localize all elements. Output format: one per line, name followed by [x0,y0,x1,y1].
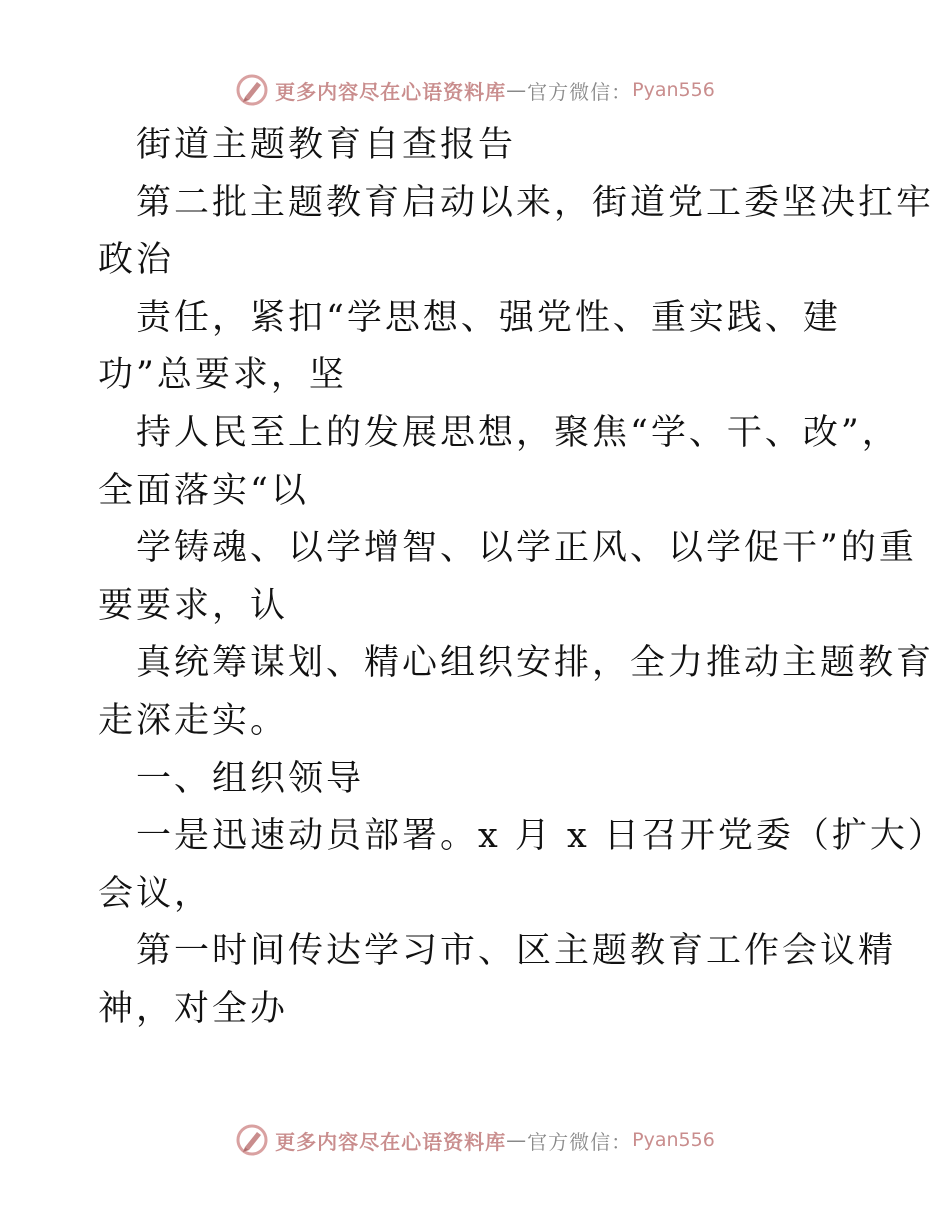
banner-wechat-id: Pyan556 [632,79,715,101]
pen-logo-icon [235,73,269,107]
text-line: 会议， [98,873,213,914]
document-body [98,117,946,1039]
banner-wechat-label: 官方微信： [527,1129,633,1154]
text-line: 第二批主题教育启动以来，街道党工委坚决扛牢 [136,182,935,223]
footer-watermark-banner [0,1120,950,1160]
text-line: 政治 [98,240,175,281]
text-line: 学铸魂、以学增智、以学正风、以学促干”的重 [136,528,917,569]
banner-main-text: 更多内容尽在心语资料库 [275,1129,507,1154]
text-line: 走深走实。 [98,700,289,741]
banner-separator: — [506,78,528,102]
banner-main-text: 更多内容尽在心语资料库 [275,79,507,104]
banner-wechat-id: Pyan556 [632,1129,715,1151]
document-title: 街道主题教育自查报告 [136,125,517,165]
text-line: 持人民至上的发展思想，聚焦“学、干、改”， [136,412,900,453]
banner-wechat-label: 官方微信： [527,79,633,104]
text-line: 功”总要求，坚 [98,355,347,396]
header-watermark-banner [0,70,950,110]
text-line: 一是迅速动员部署。x 月 x 日召开党委（扩大） [136,816,946,857]
banner-separator: — [506,1128,528,1152]
text-line: 神，对全办 [98,988,289,1029]
text-line: 责任，紧扣“学思想、强党性、重实践、建 [136,297,841,338]
text-line: 第一时间传达学习市、区主题教育工作会议精 [136,931,897,972]
text-line: 要要求，认 [98,585,289,626]
pen-logo-icon [235,1123,269,1157]
text-line: 真统筹谋划、精心组织安排，全力推动主题教育 [136,643,935,684]
text-line: 全面落实“以 [98,470,309,511]
section-heading: 一、组织领导 [136,758,365,799]
